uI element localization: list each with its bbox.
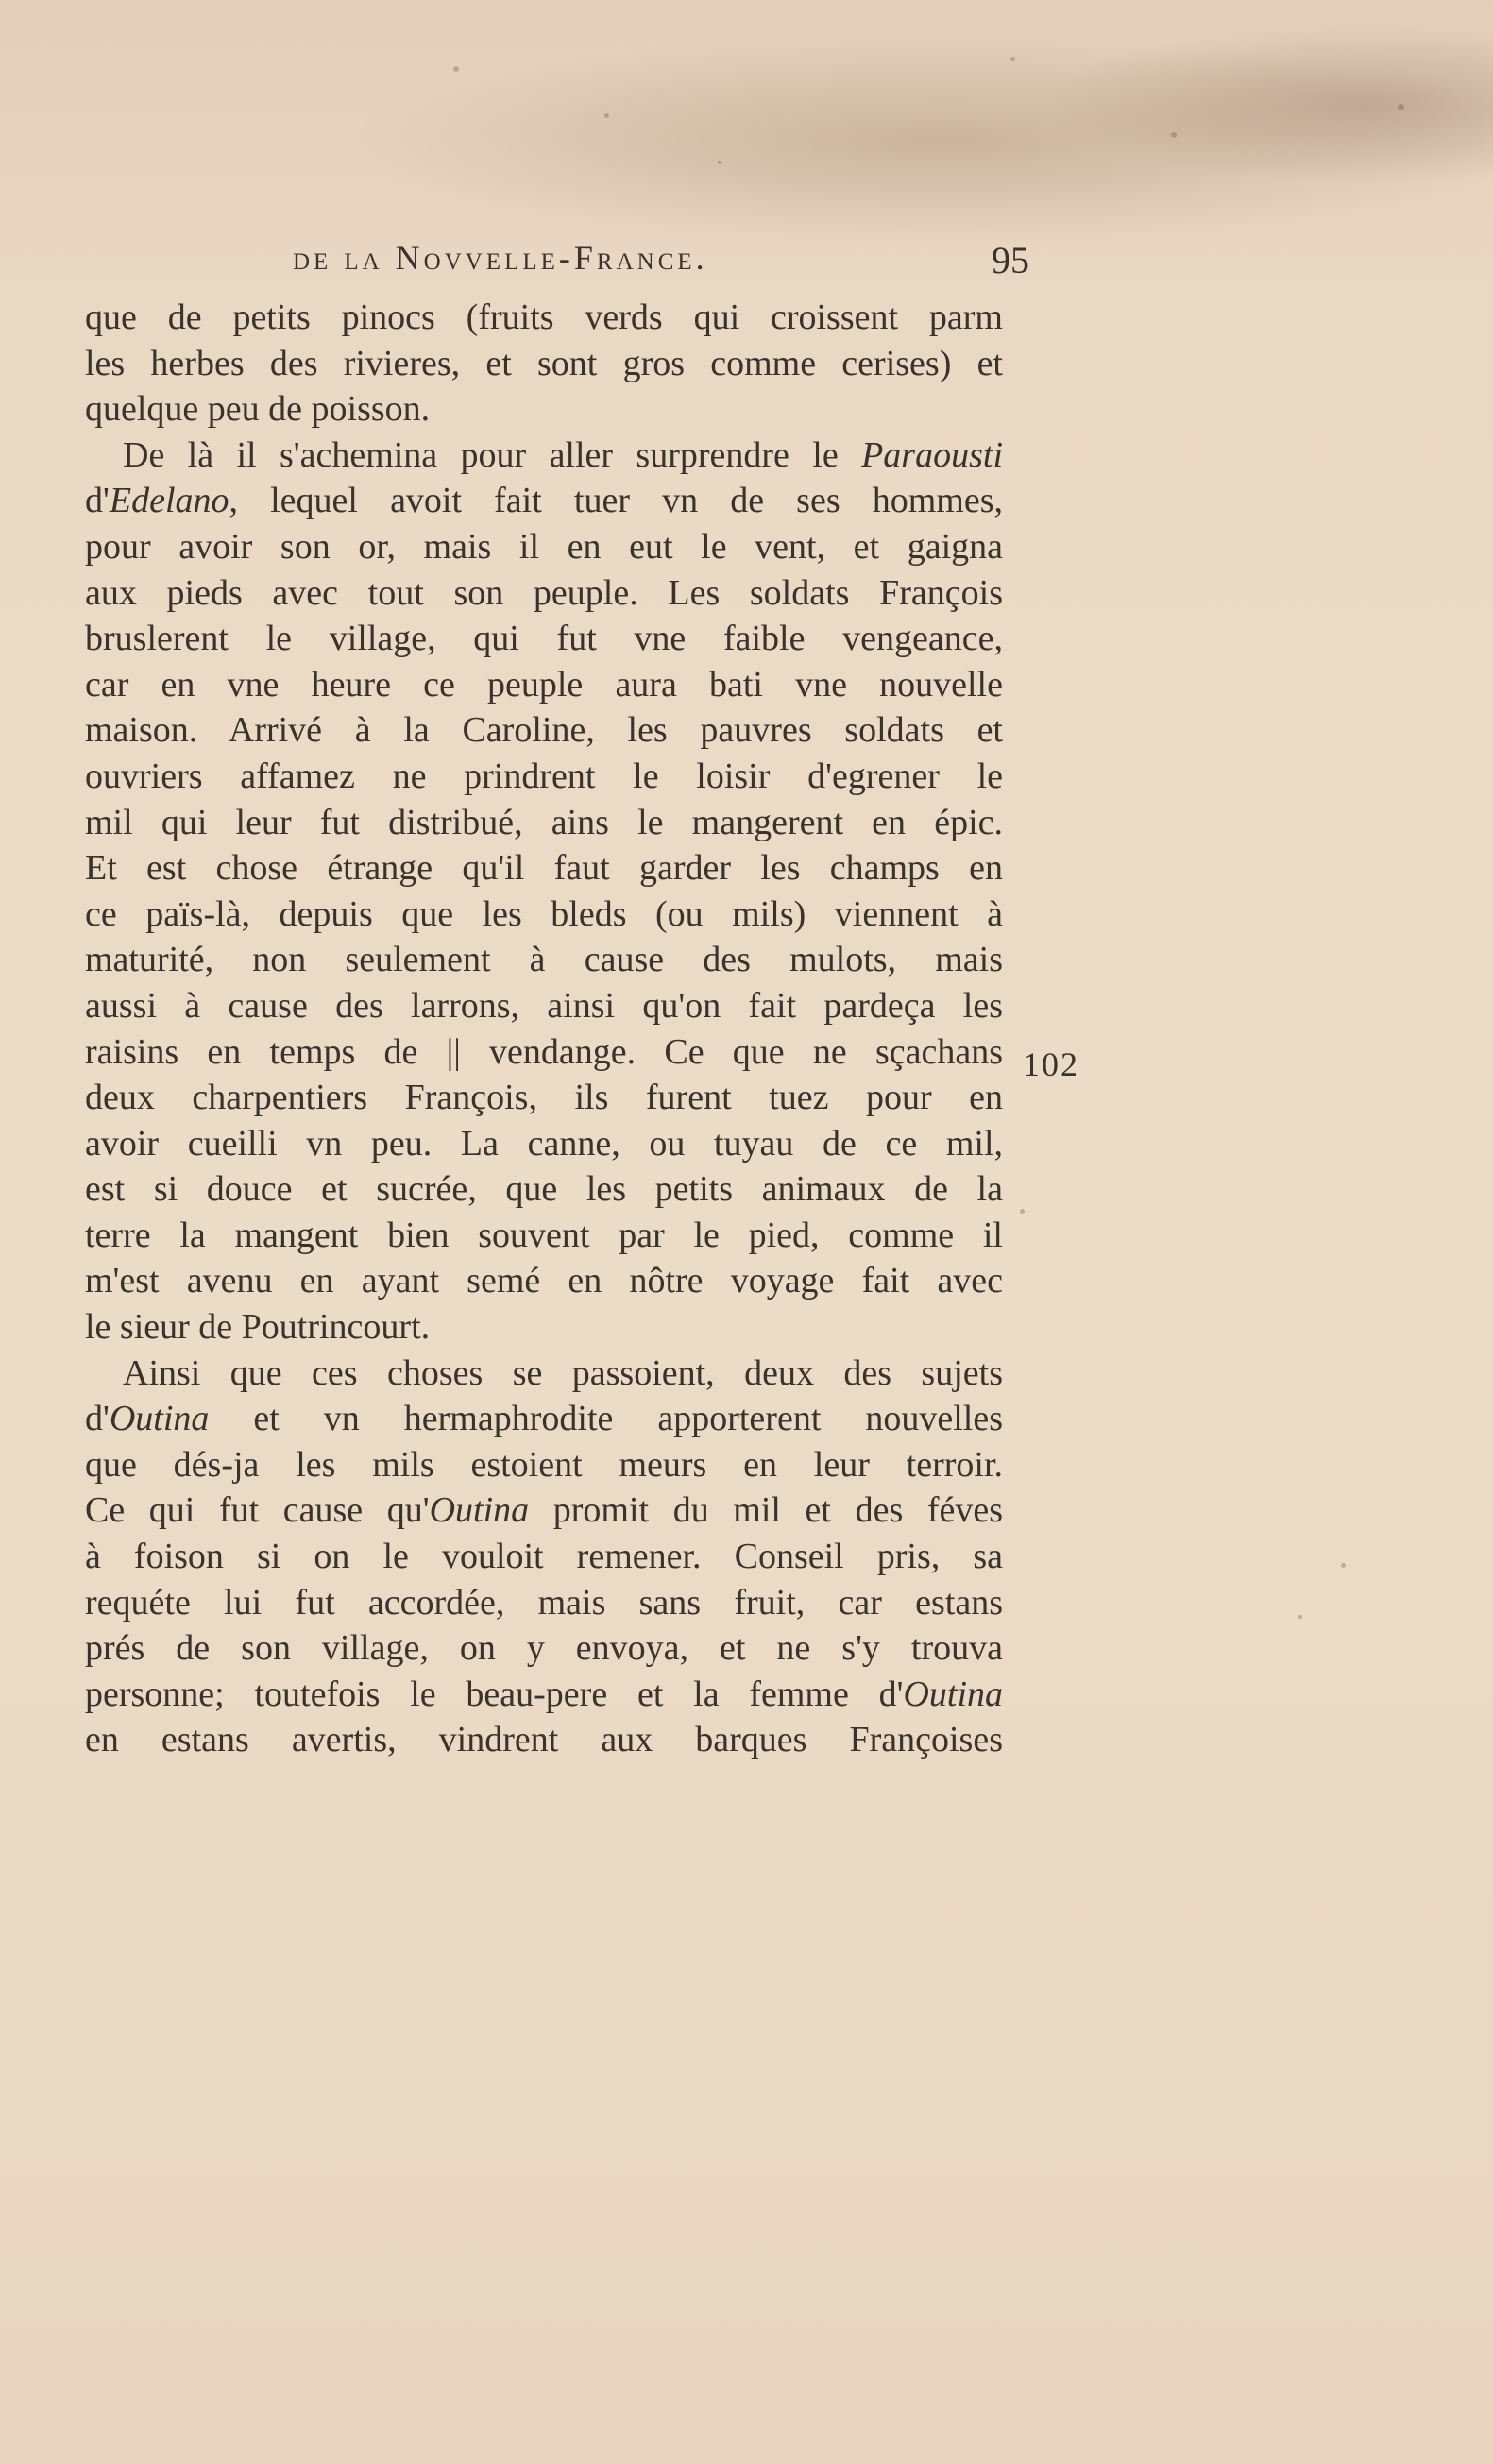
text-segment: Ainsi que ces choses se passoient, deux des sujets <box>123 1352 1003 1393</box>
text-segment: Et est chose étrange qu'il faut garder les champs en <box>85 848 1003 889</box>
text-segment: deux charpentiers François, ils furent tuez pour en <box>85 1078 1003 1118</box>
text-segment: aussi à cause des larrons, ainsi qu'on fait pardeça les <box>85 985 1003 1026</box>
italic-name: Outina <box>429 1490 530 1531</box>
running-head: de la Novvelle-France. <box>293 239 708 277</box>
text-line <box>85 433 1003 479</box>
text-line <box>85 1487 1003 1534</box>
text-line <box>85 295 1003 341</box>
text-segment: maison. Arrivé à la Caroline, les pauvres soldats et <box>85 710 1003 751</box>
text-segment: personne; toutefois le beau-pere et la femme d' <box>85 1674 904 1714</box>
text-line <box>85 937 1003 983</box>
foxing-spot <box>1398 104 1404 110</box>
body-text <box>85 295 1003 1763</box>
text-line <box>85 662 1003 708</box>
text-line <box>85 1351 1003 1397</box>
text-segment: terre la mangent bien souvent par le pied, comme il <box>85 1215 1003 1255</box>
text-line <box>85 524 1003 570</box>
foxing-spot <box>1171 132 1177 138</box>
text-segment: le sieur de Poutrincourt. <box>85 1307 431 1348</box>
text-segment: quelque peu de poisson. <box>85 389 431 430</box>
page-number: 95 <box>992 239 1029 281</box>
text-line <box>85 1534 1003 1580</box>
text-line <box>85 983 1003 1029</box>
text-line <box>85 845 1003 892</box>
margin-note: 102 <box>1023 1045 1079 1083</box>
text-line <box>85 1580 1003 1626</box>
text-segment: ouvriers affamez ne prindrent le loisir d'egrener le <box>85 756 1003 796</box>
text-line <box>85 570 1003 617</box>
text-segment: prés de son village, on y envoya, et ne s'y trouva <box>85 1628 1003 1669</box>
foxing-spot <box>718 161 721 164</box>
text-line <box>85 1304 1003 1351</box>
text-segment: d' <box>85 481 110 521</box>
text-segment: pour avoir son or, mais il en eut le vent, et gaigna <box>85 526 1003 567</box>
foxing-spot <box>453 66 459 72</box>
text-segment: les herbes des rivieres, et sont gros comme cerises) et <box>85 343 1003 383</box>
text-segment: que dés-ja les mils estoient meurs en leur terroir. <box>85 1444 1003 1485</box>
italic-name: Edelano <box>109 481 229 521</box>
text-line <box>85 1029 1003 1076</box>
text-line <box>85 1213 1003 1259</box>
text-line <box>85 478 1003 524</box>
text-segment: que de petits pinocs (fruits verds qui croissent parm <box>85 297 1003 337</box>
text-line <box>85 754 1003 800</box>
text-line <box>85 1672 1003 1718</box>
foxing-spot <box>1341 1563 1346 1568</box>
text-segment: raisins en temps de || vendange. Ce que ne sçachans <box>85 1031 1003 1072</box>
text-segment: à foison si on le vouloit remener. Conseil pris, sa <box>85 1537 1003 1577</box>
foxing-spot <box>1010 57 1015 61</box>
text-line <box>85 707 1003 754</box>
text-segment: De là il s'achemina pour aller surprendre le <box>123 434 862 475</box>
text-line <box>85 1396 1003 1442</box>
foxing-spot <box>1020 1209 1025 1214</box>
text-segment: en estans avertis, vindrent aux barques Françoises <box>85 1720 1003 1760</box>
text-segment: Ce qui fut cause qu' <box>85 1490 430 1531</box>
text-line <box>85 386 1003 433</box>
page-header <box>293 238 1029 285</box>
text-segment: est si douce et sucrée, que les petits animaux de la <box>85 1169 1003 1210</box>
text-segment: maturité, non seulement à cause des mulots, mais <box>85 940 1003 980</box>
text-segment: car en vne heure ce peuple aura bati vne nouvelle <box>85 664 1003 705</box>
text-segment: avoir cueilli vn peu. La canne, ou tuyau de ce mil, <box>85 1123 1003 1164</box>
text-segment: requéte lui fut accordée, mais sans fruit, car estans <box>85 1582 1003 1623</box>
text-line <box>85 1625 1003 1672</box>
italic-name: Paraousti <box>861 434 1003 475</box>
text-line <box>85 800 1003 846</box>
text-segment: et vn hermaphrodite apporterent nouvelles <box>209 1399 1003 1439</box>
text-segment: promit du mil et des féves <box>529 1490 1003 1531</box>
text-line <box>85 1717 1003 1763</box>
text-line <box>85 616 1003 662</box>
text-line <box>85 341 1003 387</box>
text-segment: aux pieds avec tout son peuple. Les soldats François <box>85 572 1003 613</box>
text-segment: d' <box>85 1399 110 1439</box>
text-line <box>85 1258 1003 1304</box>
text-segment: , lequel avoit fait tuer vn de ses hommes, <box>229 481 1003 521</box>
foxing-spot <box>604 113 609 118</box>
text-segment: m'est avenu en ayant semé en nôtre voyage fait avec <box>85 1261 1003 1301</box>
italic-name: Outina <box>109 1399 210 1439</box>
text-line <box>85 1075 1003 1121</box>
text-segment: mil qui leur fut distribué, ains le mangerent en épic. <box>85 802 1003 842</box>
italic-name: Outina <box>903 1674 1003 1714</box>
text-segment: ce païs-là, depuis que les bleds (ou mils) viennent à <box>85 893 1003 934</box>
text-segment: bruslerent le village, qui fut vne faible vengeance, <box>85 619 1003 659</box>
text-line <box>85 1121 1003 1167</box>
text-line <box>85 1442 1003 1488</box>
text-line <box>85 892 1003 938</box>
text-line <box>85 1166 1003 1213</box>
foxing-spot <box>1298 1615 1302 1619</box>
